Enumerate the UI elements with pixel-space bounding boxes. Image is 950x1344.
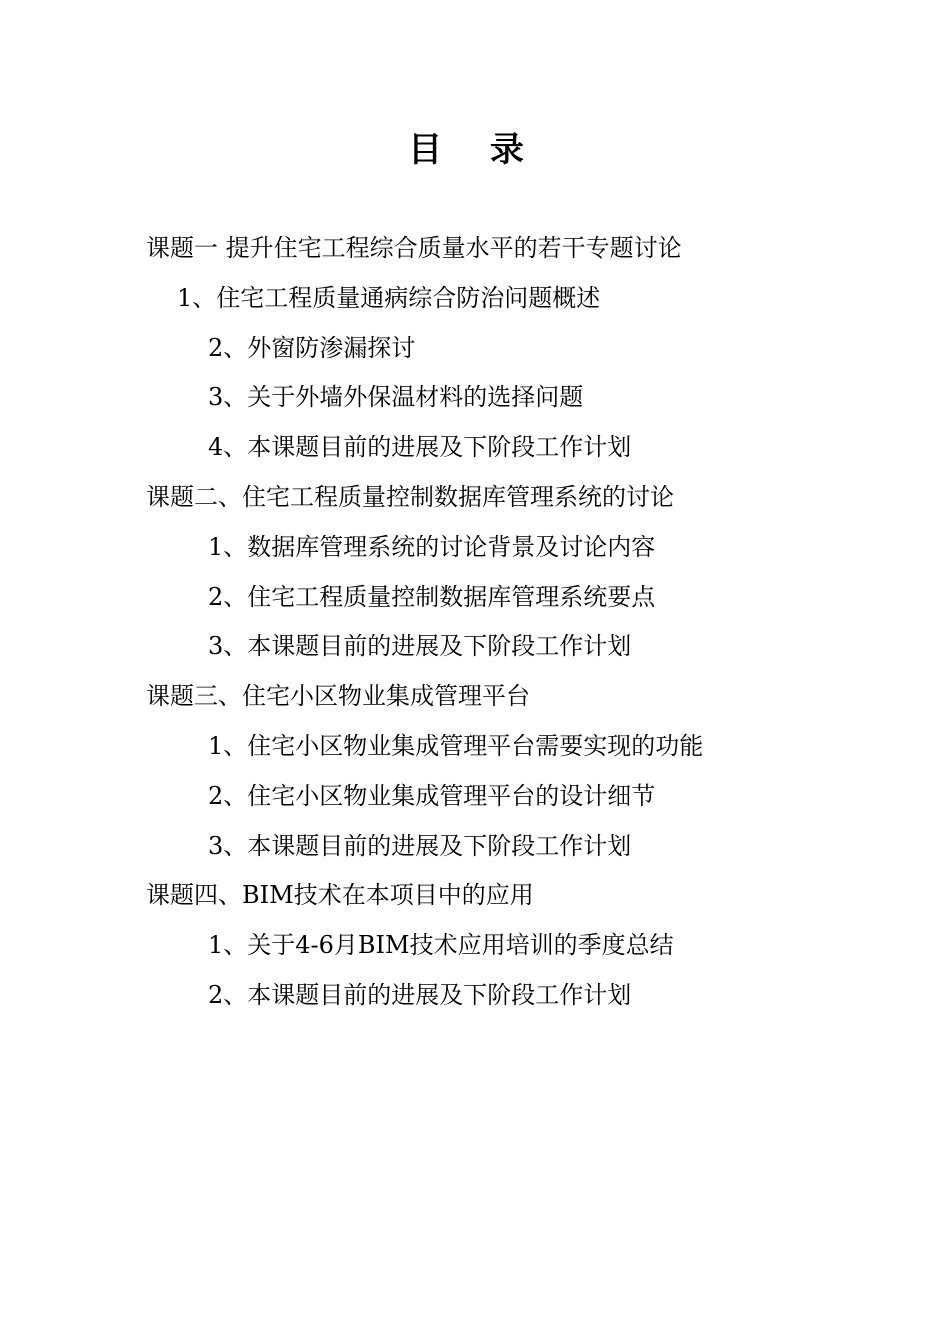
toc-entry: 3、本课题目前的进展及下阶段工作计划 <box>208 831 632 860</box>
toc-entry: 1、数据库管理系统的讨论背景及讨论内容 <box>208 532 656 561</box>
page-title: 目 录 <box>408 130 542 170</box>
toc-entry: 1、住宅小区物业集成管理平台需要实现的功能 <box>208 731 704 760</box>
table-of-contents <box>0 224 950 1021</box>
toc-entry: 2、住宅工程质量控制数据库管理系统要点 <box>208 582 656 611</box>
toc-entry: 课题一 提升住宅工程综合质量水平的若干专题讨论 <box>146 234 682 262</box>
toc-entry: 1、关于4-6月BIM技术应用培训的季度总结 <box>208 931 674 960</box>
toc-entry: 3、本课题目前的进展及下阶段工作计划 <box>208 632 632 661</box>
toc-entry: 课题四、BIM技术在本项目中的应用 <box>146 881 534 910</box>
toc-entry: 课题三、住宅小区物业集成管理平台 <box>146 682 530 711</box>
toc-entry: 2、住宅小区物业集成管理平台的设计细节 <box>208 781 656 810</box>
toc-entry: 1、住宅工程质量通病综合防治问题概述 <box>177 283 601 312</box>
toc-entry: 2、外窗防渗漏探讨 <box>208 333 416 362</box>
toc-entry: 3、关于外墙外保温材料的选择问题 <box>208 383 584 412</box>
toc-entry: 课题二、住宅工程质量控制数据库管理系统的讨论 <box>146 482 674 511</box>
toc-entry: 4、本课题目前的进展及下阶段工作计划 <box>208 433 632 462</box>
toc-entry: 2、本课题目前的进展及下阶段工作计划 <box>208 980 632 1009</box>
